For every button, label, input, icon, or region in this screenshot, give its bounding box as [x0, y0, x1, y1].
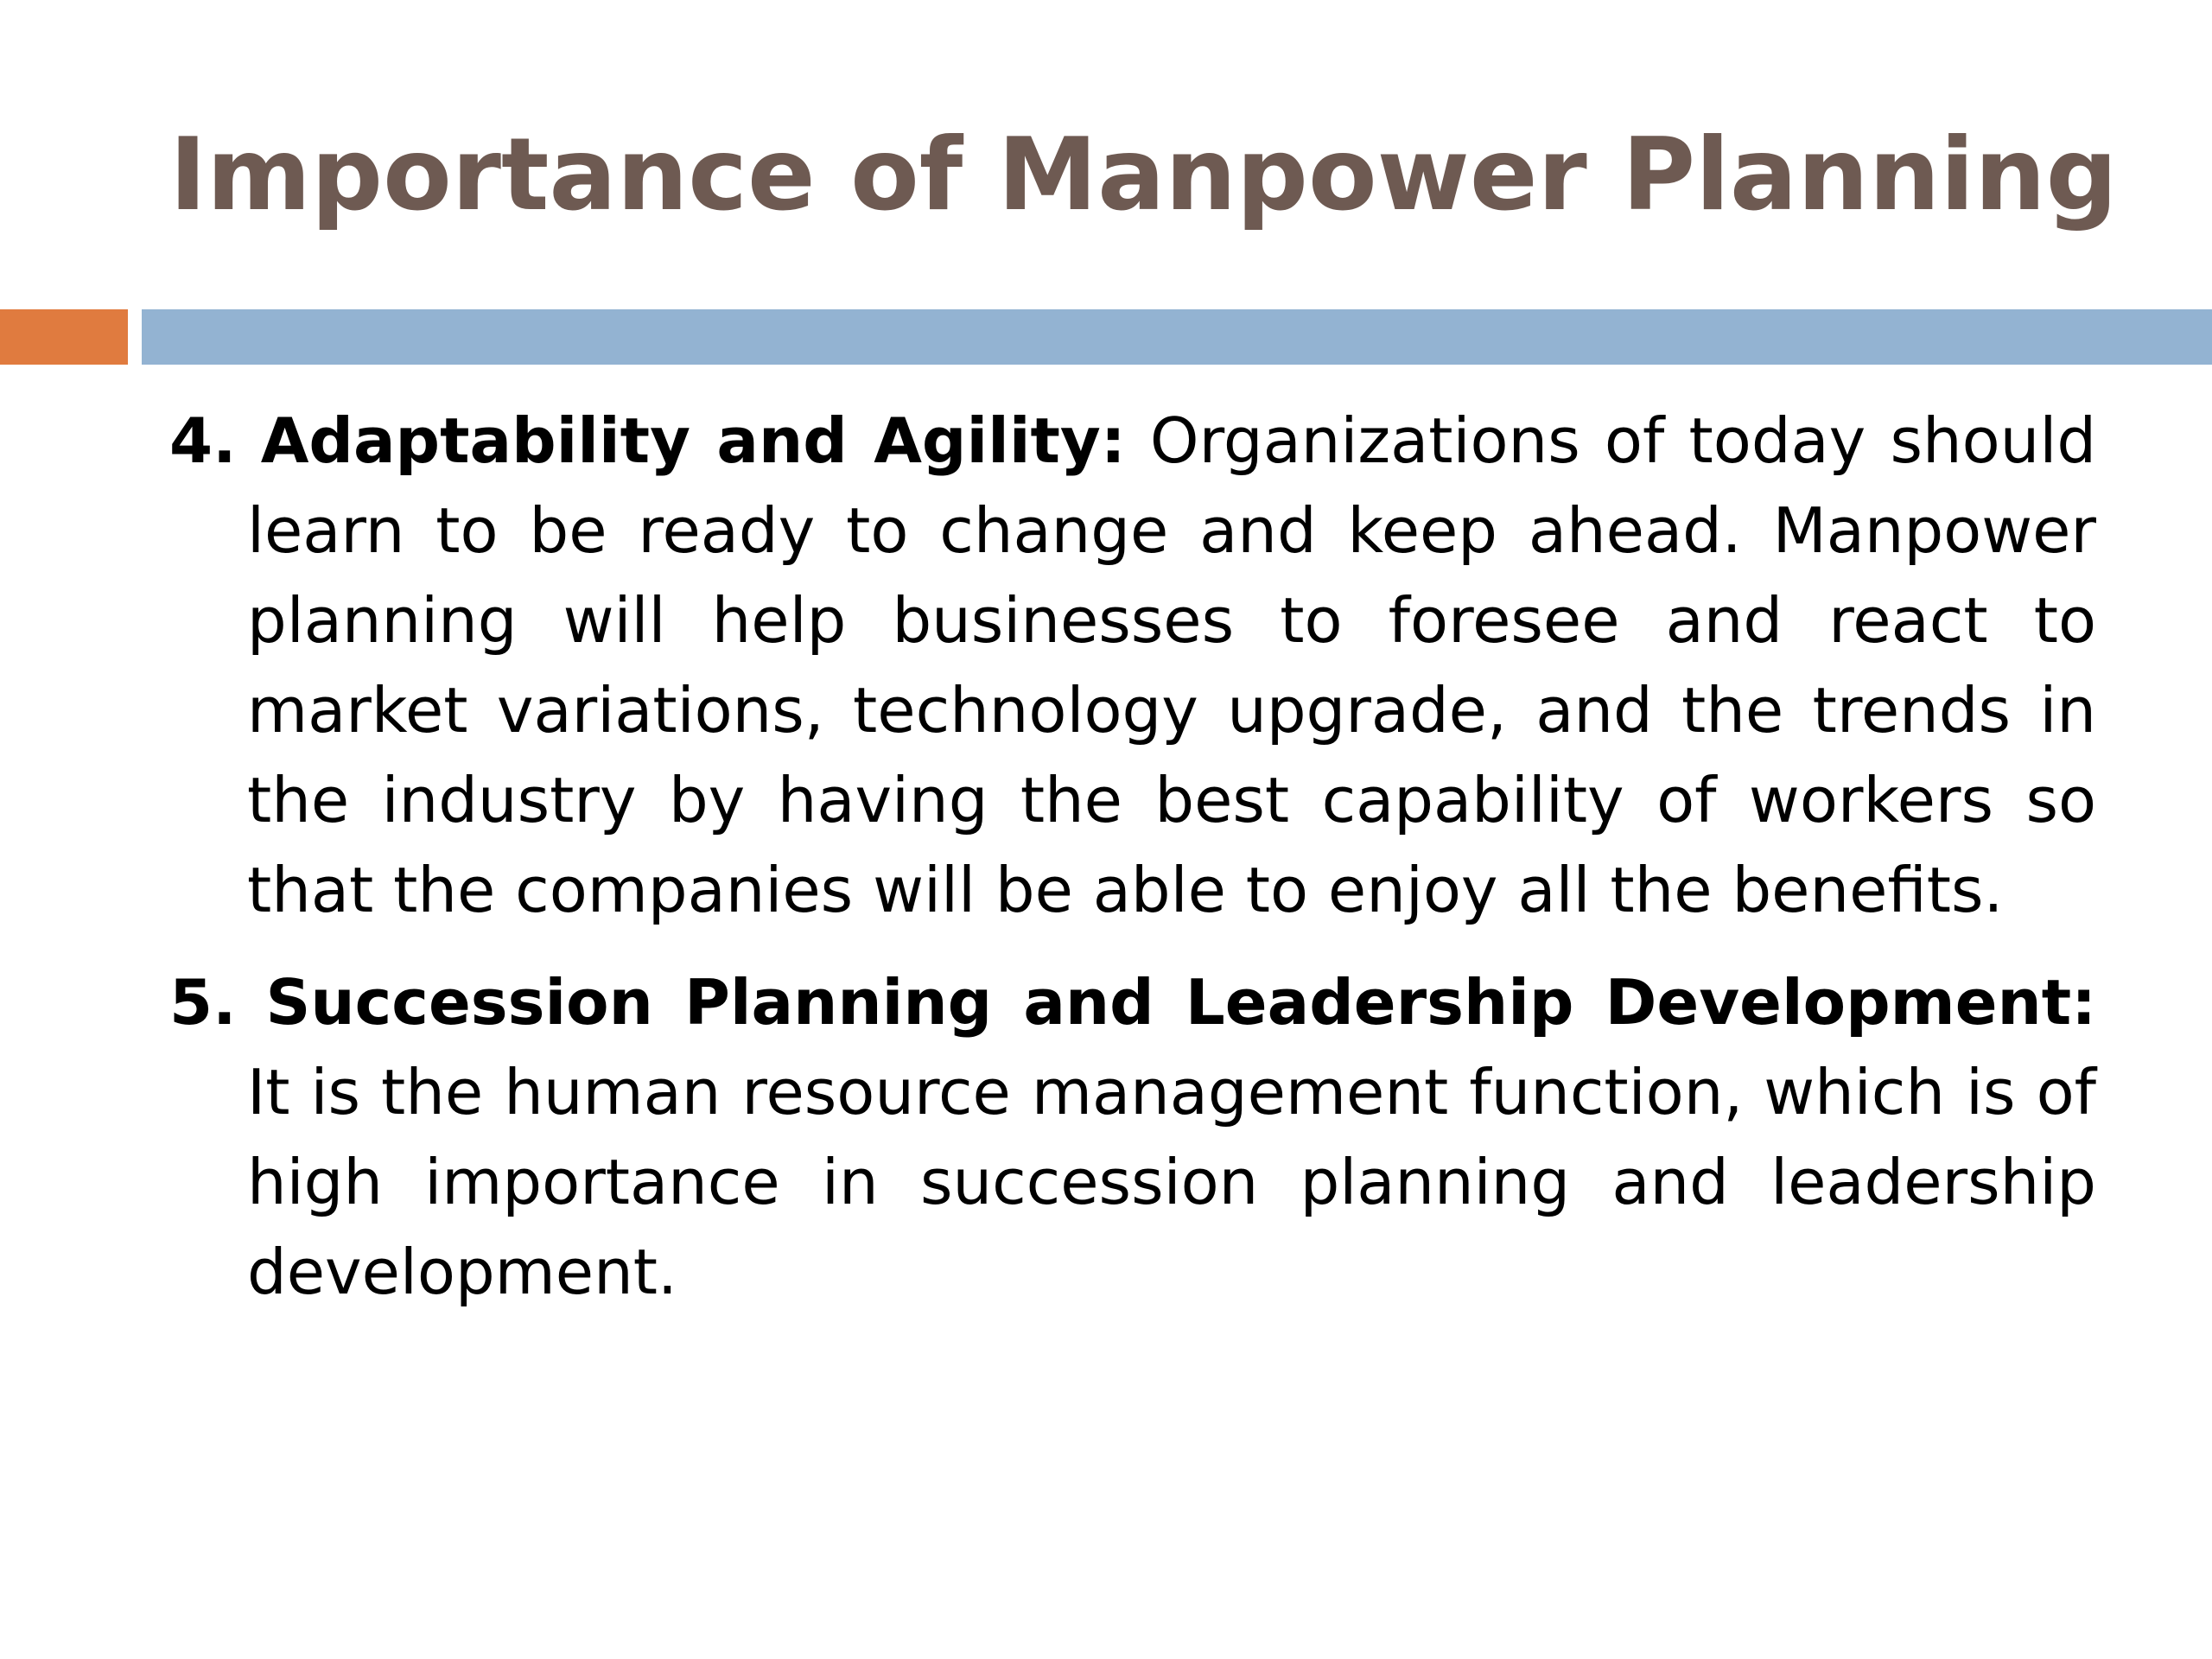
- slide-title: Importance of Manpower Planning: [169, 117, 2118, 233]
- list-item-succession: [169, 957, 2096, 1317]
- list-item-body: Organizations of today should learn to be ready to change and keep ahead. Manpower planning will help businesses to foresee and react to market variations, technology upgrade, and the trends in the industry by having the best capability of workers so that the companies will be able to enjoy all the benefits.: [247, 404, 2097, 926]
- list-item-heading: Succession Planning and Leadership Development:: [265, 966, 2096, 1039]
- list-item-number: 4.: [169, 404, 237, 477]
- title-divider-bar: [142, 309, 2212, 365]
- list-item-body: It is the human resource management function, which is of high importance in succession planning and leadership development.: [247, 1056, 2096, 1308]
- list-item-adaptability: [169, 396, 2096, 935]
- accent-bar: [0, 309, 128, 365]
- list-item-heading: Adaptability and Agility:: [260, 404, 1126, 477]
- list-item-number: 5.: [169, 966, 237, 1039]
- slide-content: [169, 396, 2096, 1339]
